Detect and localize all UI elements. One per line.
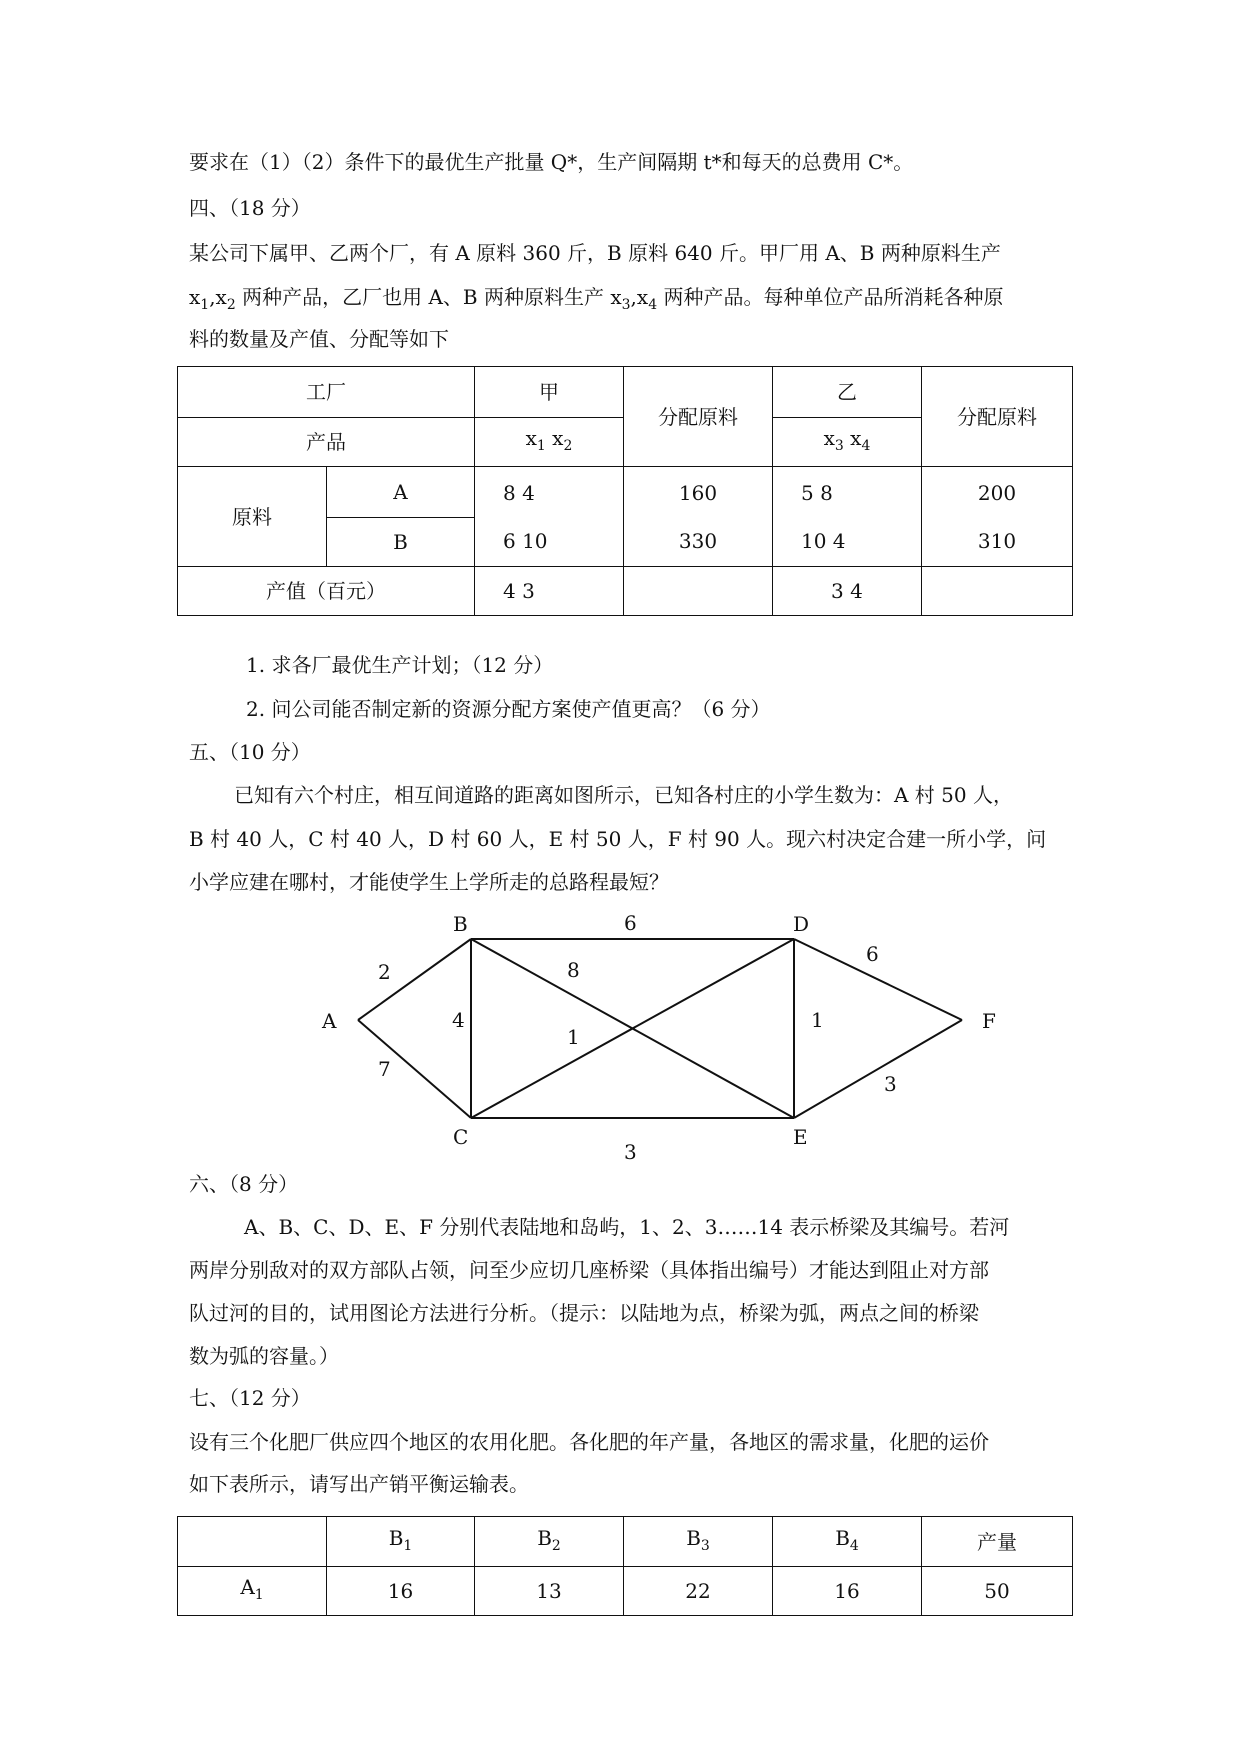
weight-bd: 6 — [624, 911, 637, 935]
q6-text-line3: 队过河的目的，试用图论方法进行分析。（提示：以陆地为点，桥梁为弧，两点之间的桥梁 — [189, 1301, 979, 1325]
alloc-jia-b: 330 — [678, 528, 718, 553]
jia-products: $x_1$ $x_2$ — [475, 418, 624, 467]
corner-cell — [178, 1517, 327, 1567]
node-c: C — [453, 1125, 469, 1149]
node-d: D — [793, 912, 810, 936]
value-jia: 4 3 — [503, 579, 535, 603]
alloc-header-jia: 分配原料 — [624, 367, 773, 467]
q5-text-line3: 小学应建在哪村，才能使学生上学所走的总路程最短？ — [189, 870, 669, 894]
q4-text-line3: 料的数量及产值、分配等如下 — [189, 327, 449, 351]
factory-jia: 甲 — [475, 367, 624, 418]
node-f: F — [982, 1009, 996, 1033]
weight-ab: 2 — [378, 960, 391, 984]
product-label: 产品 — [178, 418, 475, 467]
yi-usage-b: 10 4 — [801, 528, 846, 553]
weight-be: 8 — [567, 958, 580, 982]
header-b4: $B_4$ — [773, 1517, 922, 1567]
cell-a1-b3: 22 — [624, 1567, 773, 1616]
q7-text-line1: 设有三个化肥厂供应四个地区的农用化肥。各化肥的年产量，各地区的需求量，化肥的运价 — [189, 1430, 989, 1454]
q6-text-line2: 两岸分别敌对的双方部队占领，问至少应切几座桥梁（具体指出编号）才能达到阻止对方部 — [189, 1258, 989, 1282]
cell-a1-b2: 13 — [475, 1567, 624, 1616]
alloc-jia-a: 160 — [678, 480, 718, 505]
cell-a1-output: 50 — [922, 1567, 1073, 1616]
jia-usage-a: 8 4 — [503, 480, 535, 505]
weight-bc: 4 — [452, 1008, 465, 1032]
edge-ac — [358, 1020, 471, 1118]
material-b: B — [393, 530, 408, 554]
header-b2: $B_2$ — [475, 1517, 624, 1567]
q6-text-line1: A、B、C、D、E、F 分别代表陆地和岛屿，1、2、3……14 表示桥梁及其编号。若河 — [244, 1215, 1010, 1239]
q4-text-line1: 某公司下属甲、乙两个厂，有 A 原料 360 斤，B 原料 640 斤。甲厂用 A、B 两种原料生产 — [189, 241, 1001, 265]
yi-products: $x_3$ $x_4$ — [773, 418, 922, 467]
q5-heading: 五、（10 分） — [189, 740, 311, 764]
value-label: 产值（百元） — [178, 567, 475, 616]
q3-requirement-line: 要求在（1）（2）条件下的最优生产批量 Q*，生产间隔期 t*和每天的总费用 C*。 — [189, 150, 914, 174]
q4-text-line2: $x_1,x_2$ 两种产品，乙厂也用 A、B 两种原料生产 $x_3,x_4$ 两种产品。每种单位产品所消耗各种原 — [189, 285, 1004, 313]
weight-df: 6 — [866, 942, 879, 966]
material-label: 原料 — [178, 467, 327, 567]
alloc-yi-b: 310 — [977, 528, 1017, 553]
q6-heading: 六、（8 分） — [189, 1172, 299, 1196]
alloc-yi-a: 200 — [977, 480, 1017, 505]
value-yi: 3 4 — [831, 579, 863, 603]
header-output: 产量 — [922, 1517, 1073, 1567]
edge-ef — [794, 1020, 962, 1118]
q7-text-line2: 如下表所示，请写出产销平衡运输表。 — [189, 1472, 529, 1496]
cell-a1-b4: 16 — [773, 1567, 922, 1616]
cell-a1-b1: 16 — [327, 1567, 475, 1616]
material-a: A — [327, 467, 474, 518]
factory-yi: 乙 — [773, 367, 922, 418]
yi-usage-a: 5 8 — [801, 480, 833, 505]
q5-text-line2: B 村 40 人，C 村 40 人，D 村 60 人，E 村 50 人，F 村 90 人。现六村决定合建一所小学，问 — [189, 827, 1047, 851]
node-a: A — [322, 1009, 337, 1033]
header-b3: $B_3$ — [624, 1517, 773, 1567]
weight-cd: 1 — [567, 1025, 580, 1049]
factory-label: 工厂 — [178, 367, 475, 418]
q6-text-line4: 数为弧的容量。） — [189, 1344, 339, 1368]
row-a1-label: $A_1$ — [178, 1567, 327, 1616]
q5-text-line1: 已知有六个村庄，相互间道路的距离如图所示，已知各村庄的小学生数为：A 村 50 人， — [234, 783, 1013, 807]
q7-transport-table — [177, 1516, 1073, 1616]
node-e: E — [793, 1125, 808, 1149]
q7-heading: 七、（12 分） — [189, 1386, 311, 1410]
weight-ce: 3 — [624, 1140, 637, 1164]
q4-item1: 1. 求各厂最优生产计划；（12 分） — [246, 653, 554, 677]
header-b1: $B_1$ — [327, 1517, 475, 1567]
q4-heading: 四、（18 分） — [189, 196, 311, 220]
jia-usage-b: 6 10 — [503, 528, 548, 553]
q4-item2: 2. 问公司能否制定新的资源分配方案使产值更高？（6 分） — [246, 697, 771, 721]
weight-ef: 3 — [884, 1072, 897, 1096]
weight-ac: 7 — [378, 1057, 391, 1081]
node-b: B — [453, 912, 468, 936]
weight-de: 1 — [811, 1008, 824, 1032]
alloc-header-yi: 分配原料 — [922, 367, 1073, 467]
